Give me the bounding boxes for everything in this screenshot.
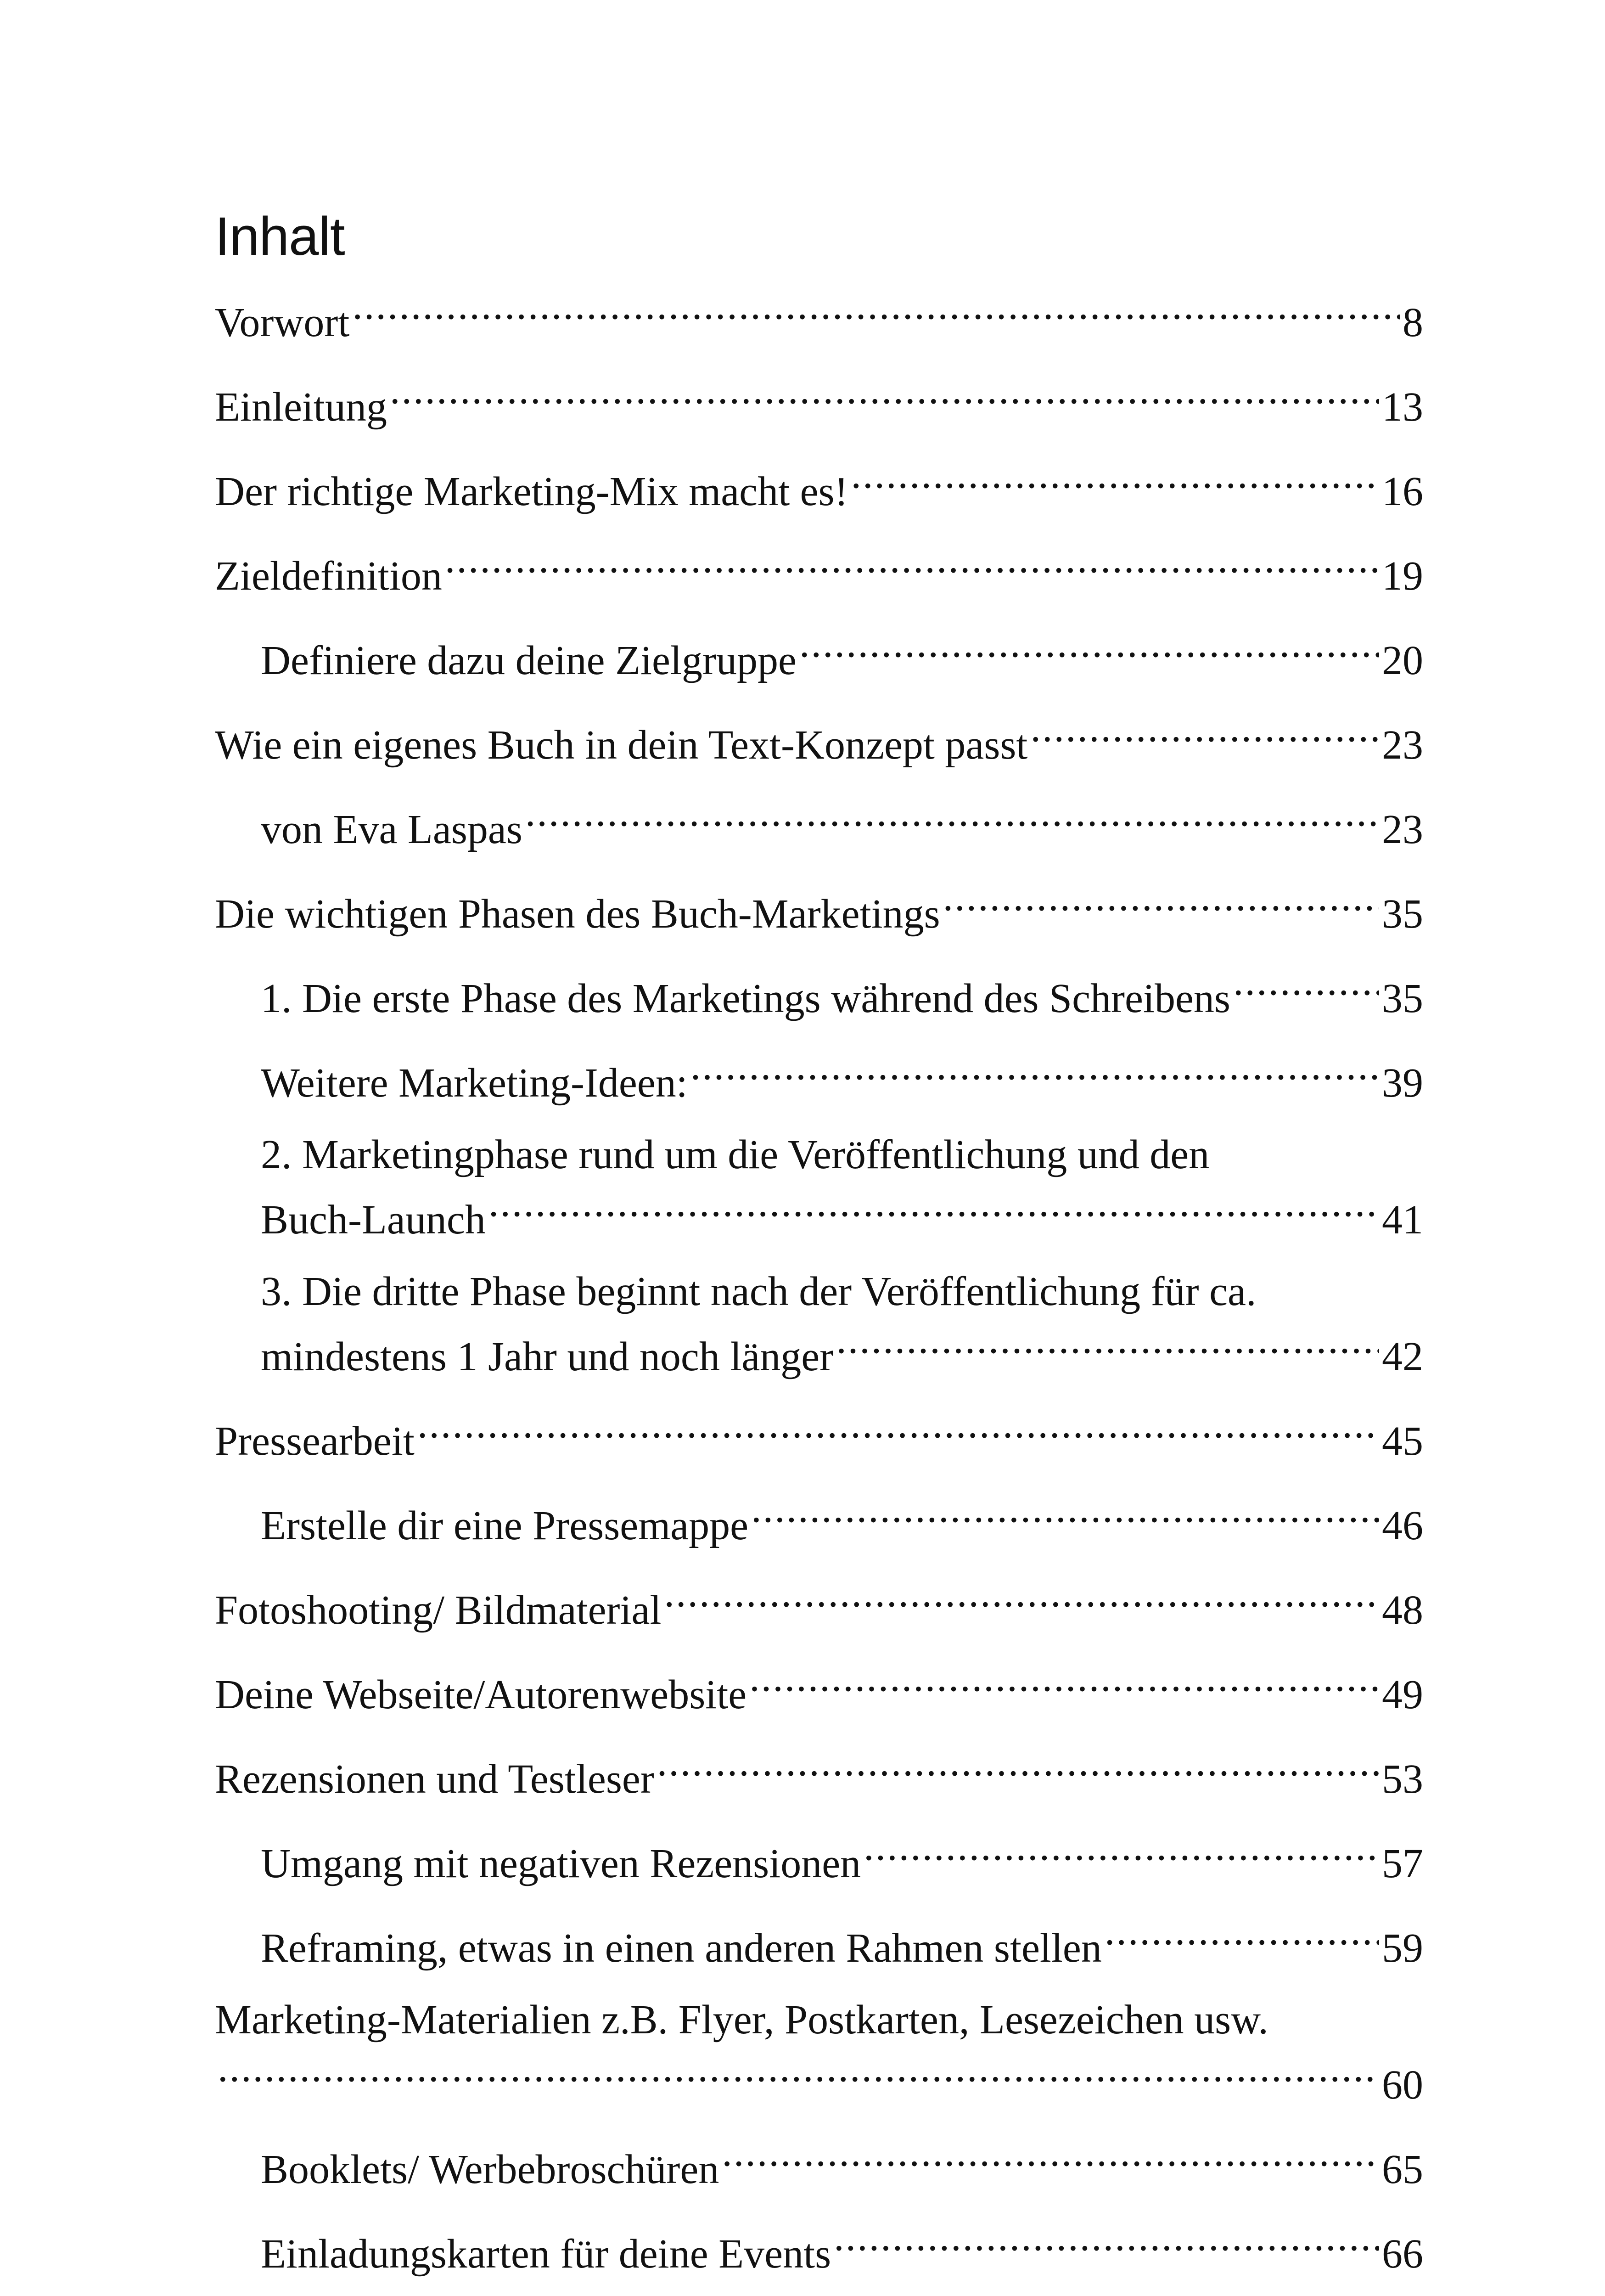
toc-entry[interactable] xyxy=(215,706,1423,771)
toc-subentry[interactable] xyxy=(261,1825,1423,1890)
toc-entry[interactable] xyxy=(215,537,1423,602)
toc-entry[interactable] xyxy=(215,368,1423,433)
toc-subentry[interactable] xyxy=(261,1129,1423,1246)
toc-entry-label: Rezensionen und Testleser xyxy=(215,1756,654,1802)
toc-line xyxy=(261,1487,1423,1552)
toc-line xyxy=(261,2215,1423,2280)
toc-entry-label: Einleitung xyxy=(215,384,387,430)
toc-entry[interactable] xyxy=(215,1571,1423,1637)
dot-leader xyxy=(834,2215,1379,2268)
toc-entry-label: 1. Die erste Phase des Marketings während des Schreibens xyxy=(261,976,1230,1021)
toc-page-number: 35 xyxy=(1382,891,1423,937)
toc-heading: Inhalt xyxy=(215,206,345,267)
dot-leader xyxy=(1233,960,1379,1012)
dot-leader xyxy=(722,2131,1379,2183)
toc-line xyxy=(261,1909,1423,1975)
toc-entry-label: Einladungskarten für deine Events xyxy=(261,2231,831,2277)
toc-line xyxy=(215,706,1423,771)
toc-entry-label-line1: Marketing-Materialien z.B. Flyer, Postkarten, Lesezeichen usw. xyxy=(215,1997,1268,2043)
toc-subentry[interactable] xyxy=(261,960,1423,1025)
toc-page-number: 45 xyxy=(1382,1418,1423,1464)
toc-entry-label: mindestens 1 Jahr und noch länger xyxy=(261,1334,834,1379)
toc-line xyxy=(215,368,1423,433)
toc-subentry[interactable] xyxy=(261,1266,1423,1383)
toc-page-number: 8 xyxy=(1403,300,1423,345)
dot-leader xyxy=(657,1740,1379,1793)
toc-entry[interactable] xyxy=(215,453,1423,518)
toc-line xyxy=(261,960,1423,1025)
toc-page-number: 23 xyxy=(1382,722,1423,768)
toc-line xyxy=(215,284,1423,349)
toc-entry[interactable] xyxy=(215,284,1423,349)
toc-entry[interactable] xyxy=(215,1740,1423,1806)
toc-entry-label-line1: 3. Die dritte Phase beginnt nach der Veröffentlichung für ca. xyxy=(261,1269,1257,1314)
dot-leader xyxy=(799,622,1379,674)
toc-line xyxy=(261,1266,1423,1318)
toc-line xyxy=(215,1656,1423,1721)
toc-entry-label: Wie ein eigenes Buch in dein Text-Konzept passt xyxy=(215,722,1028,768)
toc-page-number: 20 xyxy=(1382,638,1423,683)
dot-leader xyxy=(943,875,1379,928)
dot-leader xyxy=(1105,1909,1379,1962)
toc-line xyxy=(261,622,1423,687)
toc-page-number: 53 xyxy=(1382,1756,1423,1802)
dot-leader xyxy=(525,791,1379,843)
toc-line xyxy=(215,2046,1423,2111)
toc-page-number: 19 xyxy=(1382,553,1423,599)
toc-entry-label: Deine Webseite/Autorenwebsite xyxy=(215,1672,747,1717)
toc-subentry[interactable] xyxy=(261,1044,1423,1109)
toc-line xyxy=(215,1571,1423,1637)
toc-entry-label: Fotoshooting/ Bildmaterial xyxy=(215,1587,662,1633)
toc-subentry[interactable] xyxy=(261,2215,1423,2280)
dot-leader xyxy=(690,1044,1379,1097)
toc-page-number: 57 xyxy=(1382,1841,1423,1886)
toc-page-number: 42 xyxy=(1382,1334,1423,1379)
toc-entry-label: Buch-Launch xyxy=(261,1197,486,1243)
toc-page-number: 59 xyxy=(1382,1925,1423,1971)
toc-entry-label: Reframing, etwas in einen anderen Rahmen stellen xyxy=(261,1925,1102,1971)
toc-entry-label: Die wichtigen Phasen des Buch-Marketings xyxy=(215,891,940,937)
dot-leader xyxy=(352,284,1400,336)
toc-subentry[interactable] xyxy=(261,1487,1423,1552)
toc-entry-label: Umgang mit negativen Rezensionen xyxy=(261,1841,861,1886)
toc-subentry[interactable] xyxy=(261,2131,1423,2196)
toc-line xyxy=(215,1402,1423,1468)
table-of-contents xyxy=(215,284,1423,2296)
toc-page-number: 48 xyxy=(1382,1587,1423,1633)
toc-page-number: 49 xyxy=(1382,1672,1423,1717)
dot-leader xyxy=(218,2046,1379,2099)
dot-leader xyxy=(851,453,1379,505)
toc-page-number: 13 xyxy=(1382,384,1423,430)
toc-entry-label: Vorwort xyxy=(215,300,350,345)
toc-entry-label-line1: 2. Marketingphase rund um die Veröffentlichung und den xyxy=(261,1132,1210,1177)
toc-line xyxy=(261,1044,1423,1109)
dot-leader xyxy=(390,368,1379,421)
dot-leader xyxy=(488,1181,1379,1233)
toc-page-number: 16 xyxy=(1382,469,1423,514)
toc-page-number: 65 xyxy=(1382,2147,1423,2192)
toc-entry-label: Erstelle dir eine Pressemappe xyxy=(261,1503,749,1548)
toc-entry[interactable] xyxy=(215,875,1423,940)
toc-subentry[interactable] xyxy=(261,791,1423,856)
toc-entry-label: Zieldefinition xyxy=(215,553,442,599)
toc-page-number: 60 xyxy=(1382,2062,1423,2108)
toc-line xyxy=(215,1740,1423,1806)
toc-line xyxy=(261,791,1423,856)
toc-entry-label: Booklets/ Werbebroschüren xyxy=(261,2147,719,2192)
dot-leader xyxy=(836,1318,1379,1370)
toc-line xyxy=(261,1318,1423,1383)
dot-leader xyxy=(751,1487,1379,1539)
toc-line xyxy=(215,453,1423,518)
toc-line xyxy=(261,1181,1423,1246)
toc-entry-label: Pressearbeit xyxy=(215,1418,415,1464)
toc-page-number: 41 xyxy=(1382,1197,1423,1243)
toc-page-number: 23 xyxy=(1382,807,1423,852)
dot-leader xyxy=(1030,706,1379,759)
dot-leader xyxy=(749,1656,1379,1708)
toc-entry-label: Definiere dazu deine Zielgruppe xyxy=(261,638,797,683)
dot-leader xyxy=(864,1825,1379,1877)
toc-line xyxy=(215,875,1423,940)
dot-leader xyxy=(445,537,1379,590)
toc-line xyxy=(261,1825,1423,1890)
toc-line xyxy=(261,1129,1423,1181)
toc-entry[interactable] xyxy=(215,1656,1423,1721)
toc-line xyxy=(215,537,1423,602)
toc-line xyxy=(261,2131,1423,2196)
toc-entry[interactable] xyxy=(215,1402,1423,1468)
toc-subentry[interactable] xyxy=(261,1909,1423,1975)
toc-entry-label: Der richtige Marketing-Mix macht es! xyxy=(215,469,848,514)
dot-leader xyxy=(664,1571,1379,1624)
toc-entry-label: von Eva Laspas xyxy=(261,807,522,852)
toc-page-number: 46 xyxy=(1382,1503,1423,1548)
dot-leader xyxy=(417,1402,1379,1455)
toc-entry[interactable] xyxy=(215,1994,1423,2111)
toc-page-number: 66 xyxy=(1382,2231,1423,2277)
toc-page-number: 39 xyxy=(1382,1060,1423,1106)
toc-entry-label: Weitere Marketing-Ideen: xyxy=(261,1060,688,1106)
toc-subentry[interactable] xyxy=(261,622,1423,687)
toc-page-number: 35 xyxy=(1382,976,1423,1021)
toc-line xyxy=(215,1994,1423,2046)
